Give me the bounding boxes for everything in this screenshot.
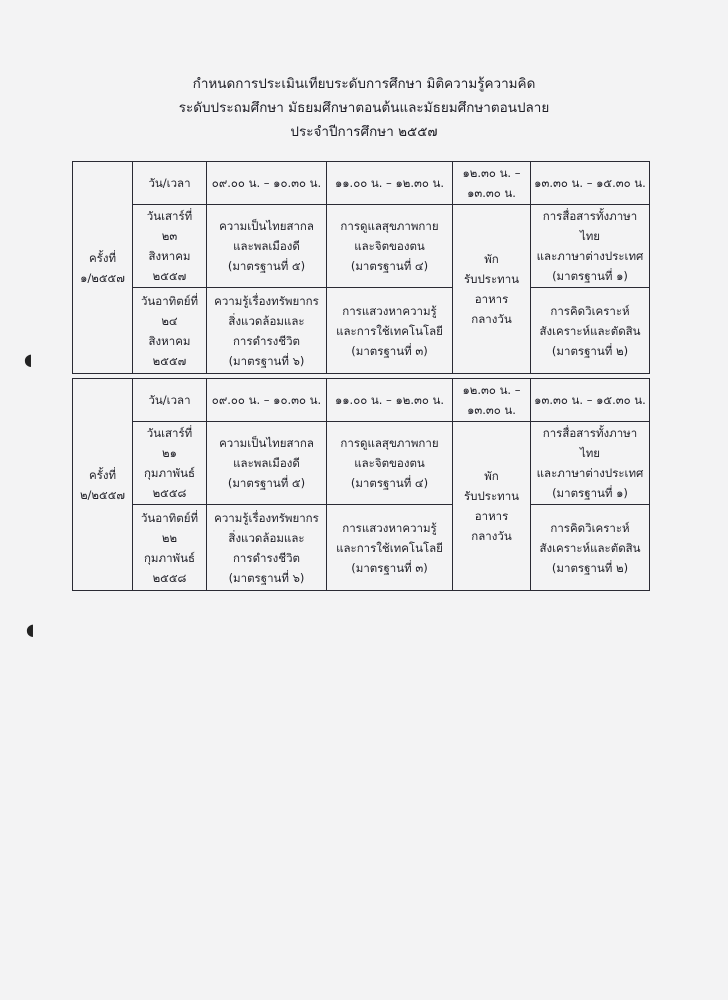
header-slot-3: [453, 162, 531, 205]
subject-standard: (มาตรฐานที่ ๕): [227, 259, 306, 273]
header-slot-3: [453, 379, 531, 422]
subject-standard: (มาตรฐานที่ ๑): [552, 269, 628, 283]
subject-line: การคิดวิเคราะห์: [550, 303, 630, 318]
header-slot-2: ๑๑.๐๐ น. – ๑๒.๓๐ น.: [327, 162, 453, 205]
day-month: กุมภาพันธ์: [143, 550, 196, 565]
subject-cell-standard-3: [327, 505, 453, 591]
break-line: กลางวัน: [471, 312, 512, 326]
round-number: ๑/๒๕๕๗: [80, 270, 125, 285]
subject-cell-standard-6: [207, 505, 327, 591]
subject-cell-standard-1: [531, 422, 650, 505]
day-cell: [133, 505, 207, 591]
subject-line: การดูแลสุขภาพกาย: [340, 219, 439, 233]
subject-line: การแสวงหาความรู้: [342, 520, 437, 535]
subject-cell-standard-4: [327, 205, 453, 288]
break-line: อาหาร: [474, 292, 509, 306]
subject-cell-standard-1: [531, 205, 650, 288]
subject-cell-standard-5: [207, 422, 327, 505]
header-slot-2: ๑๑.๐๐ น. – ๑๒.๓๐ น.: [327, 379, 453, 422]
subject-line: สิ่งแวดล้อมและ: [228, 313, 305, 328]
break-line: พัก: [484, 469, 499, 483]
header-day-time: วัน/เวลา: [133, 379, 207, 422]
subject-line: และการใช้เทคโนโลยี: [336, 323, 443, 338]
subject-line: และพลเมืองดี: [233, 456, 300, 470]
header-day-time: วัน/เวลา: [133, 162, 207, 205]
subject-cell-standard-6: [207, 288, 327, 374]
round-label-cell: [73, 162, 133, 374]
break-line: กลางวัน: [471, 529, 512, 543]
subject-line: และภาษาต่างประเทศ: [536, 466, 644, 480]
header-slot-4: ๑๓.๓๐ น. – ๑๕.๓๐ น.: [531, 162, 650, 205]
table-row: [73, 288, 650, 374]
subject-standard: (มาตรฐานที่ ๔): [350, 476, 429, 490]
schedule-table-round-1: [72, 161, 650, 374]
subject-line: การคิดวิเคราะห์: [550, 520, 630, 535]
subject-line: การแสวงหาความรู้: [342, 303, 437, 318]
subject-line: และการใช้เทคโนโลยี: [336, 540, 443, 555]
punch-hole-mark: ◖: [24, 350, 33, 369]
subject-line: ความรู้เรื่องทรัพยากร: [214, 510, 319, 525]
lunch-break-cell: [453, 205, 531, 374]
day-cell: [133, 205, 207, 288]
header-row: [73, 379, 650, 422]
table-row: [73, 505, 650, 591]
day-year: ๒๕๕๘: [152, 570, 187, 585]
subject-line: และภาษาต่างประเทศ: [536, 249, 644, 263]
round-label: ครั้งที่: [88, 250, 117, 265]
header-slot-3-start: ๑๒.๓๐ น. –: [462, 166, 521, 180]
subject-cell-standard-4: [327, 422, 453, 505]
header-slot-1: ๐๙.๐๐ น. – ๑๐.๓๐ น.: [207, 379, 327, 422]
subject-standard: (มาตรฐานที่ ๓): [351, 560, 428, 575]
table-row: [73, 205, 650, 288]
subject-cell-standard-5: [207, 205, 327, 288]
day-cell: [133, 422, 207, 505]
day-year: ๒๕๕๗: [152, 353, 187, 368]
subject-cell-standard-2: [531, 505, 650, 591]
subject-cell-standard-2: [531, 288, 650, 374]
header-slot-1: ๐๙.๐๐ น. – ๑๐.๓๐ น.: [207, 162, 327, 205]
title-line-1: กำหนดการประเมินเทียบระดับการศึกษา มิติความรู้ความคิด: [192, 76, 536, 92]
title-line-2: ระดับประถมศึกษา มัธยมศึกษาตอนต้นและมัธยมศึกษาตอนปลาย: [178, 100, 550, 116]
subject-cell-standard-3: [327, 288, 453, 374]
day-month: กุมภาพันธ์: [143, 466, 196, 480]
subject-line: และพลเมืองดี: [233, 239, 300, 253]
punch-hole-mark: ◖: [26, 620, 35, 639]
day-name: วันอาทิตย์ที่: [140, 293, 199, 308]
day-year: ๒๕๕๘: [152, 486, 187, 500]
subject-line: สังเคราะห์และตัดสิน: [539, 540, 641, 555]
break-line: อาหาร: [474, 509, 509, 523]
schedule-table-round-2: [72, 378, 650, 591]
table-row: [73, 422, 650, 505]
round-label: ครั้งที่: [88, 467, 117, 482]
subject-line: สิ่งแวดล้อมและ: [228, 530, 305, 545]
day-name: วันอาทิตย์ที่: [140, 510, 199, 525]
title-line-3: ประจำปีการศึกษา ๒๕๕๗: [290, 124, 438, 140]
subject-line: และจิตของตน: [354, 239, 425, 253]
subject-line: ความเป็นไทยสากล: [219, 436, 314, 450]
subject-standard: (มาตรฐานที่ ๔): [350, 259, 429, 273]
subject-line: การสื่อสารทั้งภาษาไทย: [542, 426, 638, 460]
header-slot-4: ๑๓.๓๐ น. – ๑๕.๓๐ น.: [531, 379, 650, 422]
document-title: [0, 72, 728, 144]
day-number: ๒๔: [161, 313, 178, 328]
round-label-cell: [73, 379, 133, 591]
day-name: วันเสาร์ที่: [146, 426, 193, 440]
subject-standard: (มาตรฐานที่ ๕): [227, 476, 306, 490]
header-slot-3-end: ๑๓.๓๐ น.: [467, 186, 516, 200]
day-number: ๒๑: [162, 446, 177, 460]
day-year: ๒๕๕๗: [152, 269, 187, 283]
header-slot-3-start: ๑๒.๓๐ น. –: [462, 383, 521, 397]
subject-standard: (มาตรฐานที่ ๖): [228, 570, 305, 585]
day-cell: [133, 288, 207, 374]
subject-line: สังเคราะห์และตัดสิน: [539, 323, 641, 338]
break-line: รับประทาน: [463, 272, 520, 286]
header-slot-3-end: ๑๓.๓๐ น.: [467, 403, 516, 417]
day-number: ๒๓: [161, 229, 178, 243]
round-number: ๒/๒๕๕๗: [79, 487, 126, 502]
subject-line: ความเป็นไทยสากล: [219, 219, 314, 233]
subject-standard: (มาตรฐานที่ ๒): [551, 560, 629, 575]
subject-standard: (มาตรฐานที่ ๓): [351, 343, 428, 358]
subject-standard: (มาตรฐานที่ ๑): [552, 486, 628, 500]
subject-line: และจิตของตน: [354, 456, 425, 470]
subject-standard: (มาตรฐานที่ ๖): [228, 353, 305, 368]
subject-line: การดำรงชีวิต: [232, 550, 301, 565]
break-line: พัก: [484, 252, 499, 266]
day-number: ๒๒: [161, 530, 178, 545]
header-row: [73, 162, 650, 205]
subject-line: การดำรงชีวิต: [232, 333, 301, 348]
lunch-break-cell: [453, 422, 531, 591]
break-line: รับประทาน: [463, 489, 520, 503]
day-name: วันเสาร์ที่: [146, 209, 193, 223]
subject-standard: (มาตรฐานที่ ๒): [551, 343, 629, 358]
day-month: สิงหาคม: [148, 249, 191, 263]
subject-line: ความรู้เรื่องทรัพยากร: [214, 293, 319, 308]
subject-line: การดูแลสุขภาพกาย: [340, 436, 439, 450]
day-month: สิงหาคม: [148, 333, 191, 348]
subject-line: การสื่อสารทั้งภาษาไทย: [542, 209, 638, 243]
